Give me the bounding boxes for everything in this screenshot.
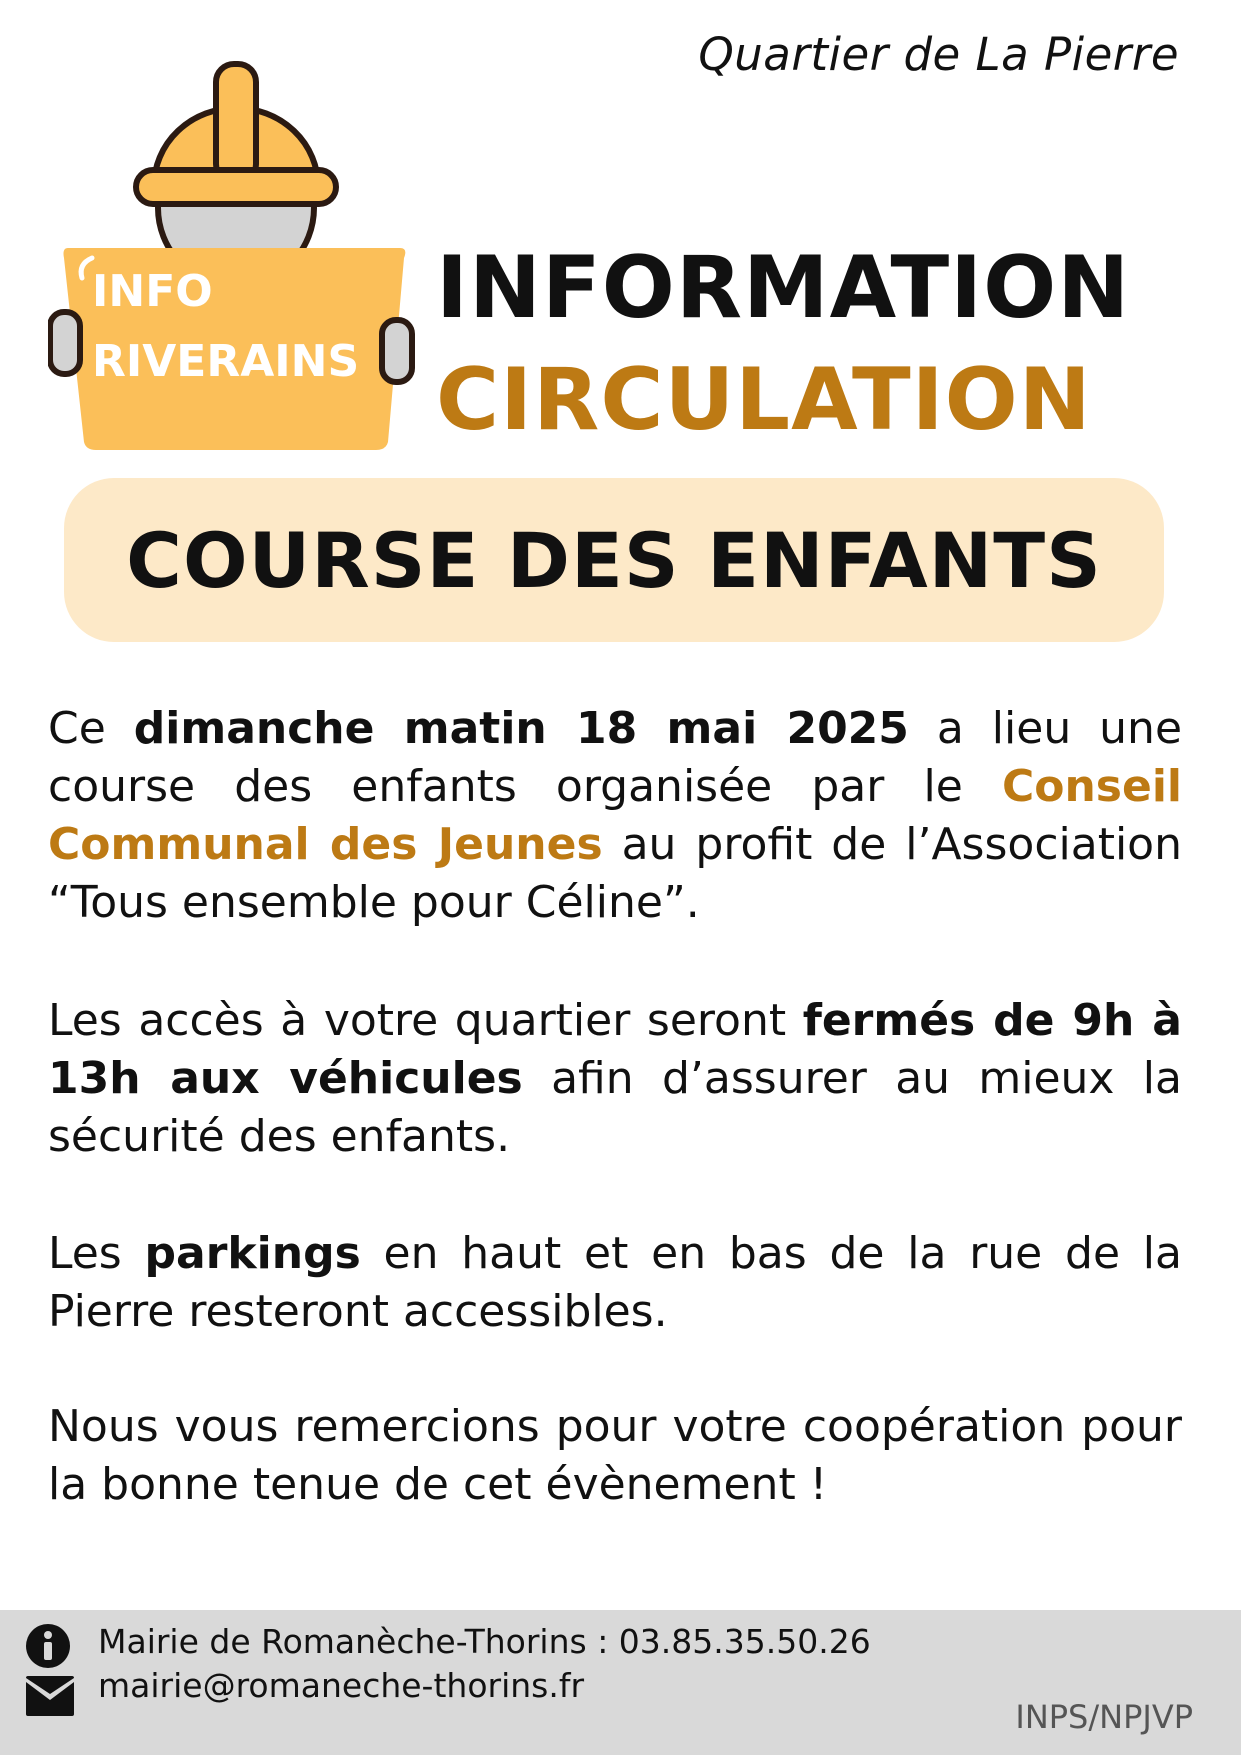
paragraph-event (48, 700, 1182, 932)
title-information: INFORMATION (436, 238, 1131, 338)
info-icon (24, 1622, 72, 1670)
mairie-phone: Mairie de Romanèche-Thorins : 03.85.35.50.26 (98, 1622, 871, 1661)
event-title: COURSE DES ENFANTS (126, 515, 1102, 605)
footer-reference: INPS/NPJVP (1015, 1698, 1193, 1736)
location-label: Quartier de La Pierre (698, 28, 1179, 81)
footer (0, 1610, 1241, 1755)
paragraph-thanks (48, 1398, 1182, 1514)
paragraph-text: Nous vous remercions pour votre coopération pour la bonne tenue de cet évènement ! (48, 1401, 1182, 1510)
paragraph-closure (48, 992, 1182, 1166)
event-date: dimanche matin 18 mai 2025 (133, 703, 909, 754)
paragraph-text: au profit de l’Association “Tous ensemble pour Céline”. (48, 819, 1182, 928)
paragraph-text: afin d’assurer au mieux la sécurité des enfants. (48, 1053, 1182, 1162)
parkings-label: parkings (144, 1228, 361, 1279)
construction-worker-icon (48, 58, 428, 468)
paragraph-text: a lieu une course des enfants organisée par le (48, 703, 1183, 812)
sign-text-info: INFO (92, 266, 213, 317)
organizer-name: Conseil Communal des Jeunes (48, 761, 1182, 870)
mairie-email[interactable]: mairie@romaneche-thorins.fr (98, 1666, 585, 1705)
sign-text-riverains: RIVERAINS (92, 336, 360, 387)
paragraph-text: Les (48, 1228, 145, 1279)
paragraph-text: en haut et en bas de la rue de la Pierre resteront accessibles. (48, 1228, 1182, 1337)
paragraph-text: Ce (48, 703, 134, 754)
event-banner (64, 478, 1164, 642)
paragraph-parkings (48, 1225, 1182, 1341)
paragraph-text: Les accès à votre quartier seront (48, 995, 803, 1046)
title-circulation: CIRCULATION (436, 350, 1092, 450)
envelope-icon (24, 1674, 76, 1718)
closure-hours: fermés de 9h à 13h aux véhicules (48, 995, 1182, 1104)
